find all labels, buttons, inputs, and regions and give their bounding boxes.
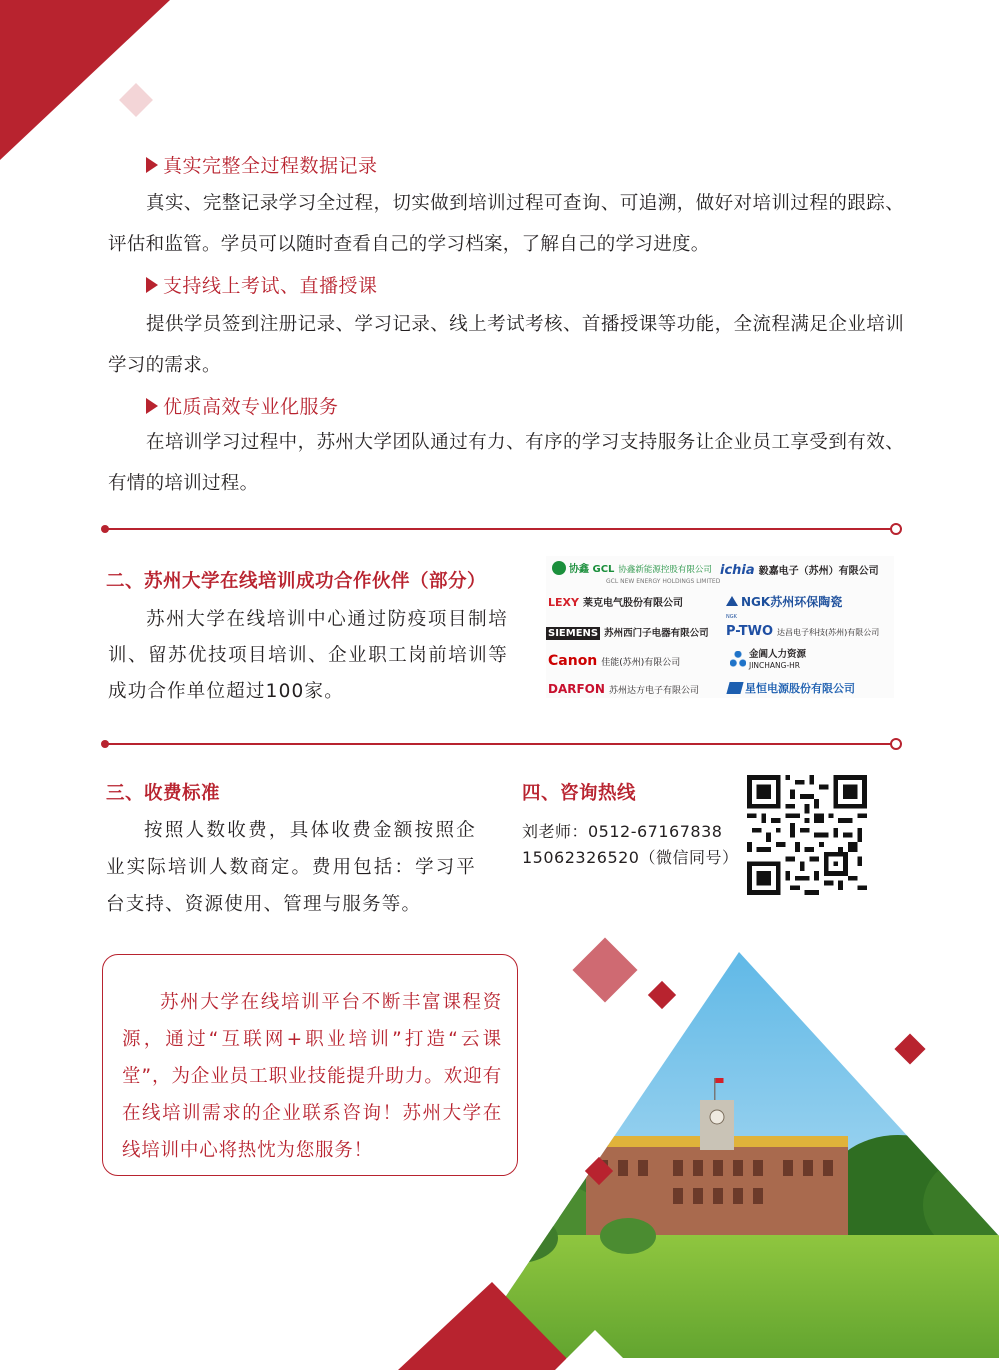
ngk-logo-icon bbox=[726, 596, 738, 606]
gcl-logo-icon bbox=[552, 561, 566, 575]
triangle-bullet-icon bbox=[146, 398, 158, 414]
logo-jinchang: 金阊人力资源 JINCHANG-HR bbox=[730, 649, 806, 671]
logo-ptwo: P-TWO 达昌电子科技(苏州)有限公司 bbox=[726, 624, 880, 639]
logo-ngk: NGK苏州环保陶瓷 NGK bbox=[726, 595, 843, 620]
hotline-title: 四、咨询热线 bbox=[522, 783, 637, 804]
section-divider bbox=[104, 743, 896, 745]
closing-message-text: 苏州大学在线培训平台不断丰富课程资源，通过“互联网+职业培训”打造“云课堂”，为企业员工职业技能提升助力。欢迎有在线培训需求的企业联系咨询！苏州大学在线培训中心将热忱为您服务！ bbox=[122, 992, 502, 1161]
jinchang-logo-icon bbox=[730, 651, 746, 667]
partners-text: 苏州大学在线培训中心通过防疫项目制培训、留苏优技项目培训、企业职工岗前培训等成功合作单位超过100家。 bbox=[108, 609, 508, 702]
feature-text-1: 真实、完整记录学习全过程，切实做到培训过程可查询、可追溯，做好对培训过程的跟踪、评估和监管。学员可以随时查看自己的学习档案，了解自己的学习进度。 bbox=[108, 193, 904, 255]
bottom-triangle-light bbox=[555, 1310, 635, 1370]
hotline-phone: 刘老师：0512-67167838 bbox=[522, 822, 723, 841]
section-divider bbox=[104, 528, 896, 530]
fees-text: 按照人数收费，具体收费金额按照企业实际培训人数商定。费用包括：学习平台支持、资源使用、管理与服务等。 bbox=[106, 820, 476, 915]
feature-title-1: 真实完整全过程数据记录 bbox=[146, 151, 378, 178]
logo-canon: Canon 佳能(苏州)有限公司 bbox=[548, 653, 681, 669]
logo-ichia: ichia 毅嘉电子（苏州）有限公司 bbox=[720, 563, 879, 578]
feature-title-2: 支持线上考试、直播授课 bbox=[146, 271, 378, 298]
feature-text-2: 提供学员签到注册记录、学习记录、线上考试考核、首播授课等功能，全流程满足企业培训学习的需求。 bbox=[108, 314, 904, 376]
xingheng-logo-icon bbox=[726, 682, 743, 694]
feature-title-3: 优质高效专业化服务 bbox=[146, 392, 339, 419]
logo-lexy: LEXY 莱克电气股份有限公司 bbox=[548, 596, 683, 609]
fees-title: 三、收费标准 bbox=[106, 783, 221, 804]
logo-xingheng: 星恒电源股份有限公司 bbox=[728, 680, 855, 696]
logo-darfon: DARFON 苏州达方电子有限公司 bbox=[548, 682, 699, 696]
partners-title: 二、苏州大学在线培训成功合作伙伴（部分） bbox=[106, 571, 487, 592]
logo-siemens: SIEMENS 苏州西门子电器有限公司 bbox=[548, 628, 709, 639]
triangle-bullet-icon bbox=[146, 157, 158, 173]
feature-text-3: 在培训学习过程中，苏州大学团队通过有力、有序的学习支持服务让企业员工享受到有效、有情的培训过程。 bbox=[108, 432, 904, 494]
triangle-bullet-icon bbox=[146, 277, 158, 293]
logo-gcl: 协鑫 GCL 协鑫新能源控股有限公司 GCL NEW ENERGY HOLDINGS LIMITED bbox=[552, 560, 720, 586]
hotline-mobile: 15062326520（微信同号） bbox=[522, 848, 739, 867]
partner-logos bbox=[546, 556, 894, 698]
bottom-triangle-decoration bbox=[398, 1278, 578, 1370]
corner-decoration bbox=[0, 0, 170, 160]
wechat-qr-code bbox=[747, 775, 867, 895]
